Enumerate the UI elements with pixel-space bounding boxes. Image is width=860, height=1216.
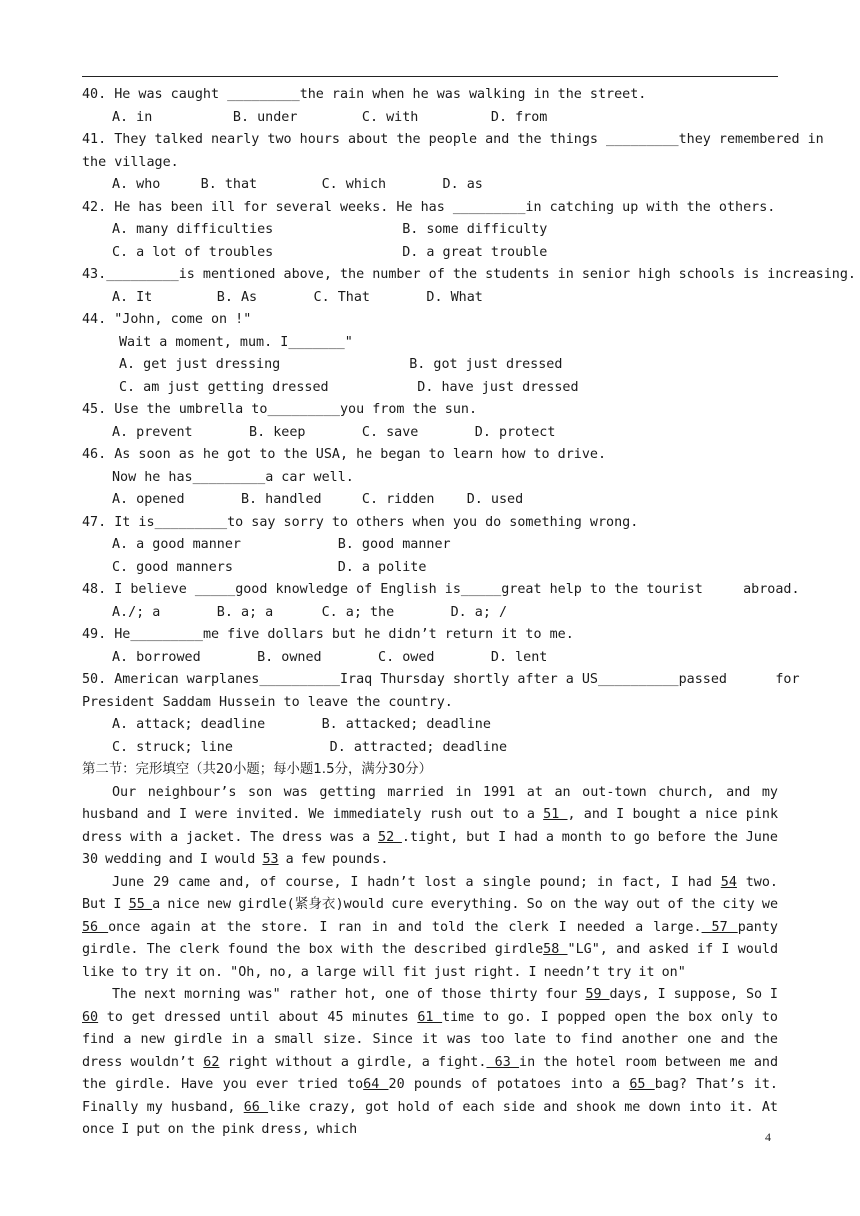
question-text: 43. (82, 267, 107, 282)
question-text: 45. Use the umbrella to (82, 402, 268, 417)
question-43 (82, 264, 856, 309)
options: A. opened B. handled C. ridden D. used (112, 492, 524, 507)
passage-text: in the hotel room between me and the girdle. Have you ever tried to (82, 1054, 779, 1092)
blank: _____ (194, 582, 236, 597)
question-40 (82, 84, 778, 129)
options: A. get just dressing B. got just dressed (119, 357, 563, 372)
blank: _________ (106, 267, 179, 282)
blank-53: 53 (262, 852, 279, 867)
passage-paragraph-2 (82, 872, 778, 985)
question-text: Now he has (112, 469, 193, 485)
passage-text: once again at the store. I ran in and told the clerk I needed a large. (108, 919, 702, 935)
question-45 (82, 399, 778, 444)
question-41 (82, 129, 824, 197)
passage-text: right without a girdle, a fight. (219, 1054, 487, 1070)
passage-paragraph-1 (82, 782, 778, 872)
question-text: to say sorry to others when you do something wrong. (227, 514, 639, 530)
options: A. attack; deadline B. attacked; deadline (112, 717, 491, 732)
blank-52: 52 (378, 829, 402, 845)
options: A./; a B. a; a C. a; the D. a; / (112, 604, 508, 620)
question-text: good knowledge of English is (235, 582, 461, 597)
passage-text: bag? That’s it. Finally my husband, (82, 1077, 778, 1115)
question-text: is mentioned above, the number of the students in senior high schools is increasing. (178, 267, 856, 282)
question-text: a car well. (265, 469, 354, 485)
blank-55: 55 (128, 897, 153, 912)
question-text: 41. They talked nearly two hours about the people and the things (82, 132, 607, 147)
passage-text: , and I bought a nice pink dress with a jacket. The dress was a (82, 807, 779, 845)
options: A. It B. As C. That D. What (112, 289, 483, 305)
document-page (82, 84, 856, 1142)
blank: _________ (452, 199, 526, 215)
blank: _________ (267, 402, 340, 417)
blank-56: 56 (82, 919, 109, 935)
question-text: " (344, 334, 353, 350)
blank-58: 58 (543, 942, 568, 957)
blank: _________ (130, 627, 203, 642)
question-text: 50. American warplanes (82, 672, 260, 687)
blank-64: 64 (363, 1077, 389, 1092)
blank-65: 65 (629, 1077, 655, 1092)
options: C. a lot of troubles D. a great trouble (112, 244, 548, 260)
page-number: 4 (765, 1130, 771, 1144)
blank: __________ (597, 672, 679, 687)
passage-paragraph-3 (82, 984, 778, 1142)
options: C. am just getting dressed D. have just dressed (119, 379, 579, 395)
blank-51: 51 (543, 807, 568, 822)
passage-text: 20 pounds of potatoes into a (388, 1077, 630, 1092)
options: A. many difficulties B. some difficulty (112, 222, 548, 237)
blank-59: 59 (585, 987, 610, 1002)
question-text: passed for (678, 672, 800, 687)
question-text: President Saddam Hussein to leave the country. (82, 694, 453, 710)
question-text: they remembered in (678, 132, 824, 147)
question-46 (82, 444, 778, 512)
question-text: 46. As soon as he got to the USA, he began to learn how to drive. (82, 447, 607, 462)
options: C. struck; line D. attracted; deadline (112, 739, 508, 755)
options: A. a good manner B. good manner (112, 537, 451, 552)
question-text: 44. "John, come on !" (82, 312, 252, 327)
question-text: great help to the tourist abroad. (501, 582, 800, 597)
question-text: me five dollars but he didn’t return it to me. (202, 627, 574, 642)
blank: _______ (288, 334, 345, 350)
question-text: 40. He was caught (82, 87, 228, 102)
question-text: 42. He has been ill for several weeks. He has (82, 199, 453, 215)
blank: _________ (192, 469, 266, 485)
passage-text: June 29 came and, of course, I hadn’t lost a single pound; in fact, I had (112, 874, 721, 890)
blank-63: 63 (486, 1054, 520, 1070)
options: C. good manners D. a polite (112, 559, 427, 575)
blank-62: 62 (203, 1054, 220, 1070)
blank: _________ (227, 87, 300, 102)
question-text: the rain when he was walking in the street. (299, 87, 647, 102)
passage-text: The next morning was" rather hot, one of those thirty four (112, 987, 586, 1002)
section-heading: 第二节：完形填空（共20小题；每小题1.5分，满分30分） (82, 762, 432, 777)
question-44 (82, 309, 778, 399)
passage-text: to get dressed until about 45 minutes (98, 1009, 418, 1025)
question-48 (82, 579, 800, 624)
blank-54: 54 (720, 874, 737, 890)
blank-60: 60 (82, 1009, 99, 1025)
question-47 (82, 512, 778, 580)
options: A. who B. that C. which D. as (112, 177, 483, 192)
question-text: the village. (82, 154, 179, 170)
blank-66: 66 (243, 1099, 269, 1115)
passage-text: time to go. I popped open the box only to find a new girdle in a small size. Since it was too late to find another one and the dress wouldn’t (82, 1009, 778, 1070)
passage-text: panty girdle. The clerk found the box with the described girdle (82, 919, 778, 957)
passage-text: .tight, but I had a month to go before the June 30 wedding and I would (82, 829, 778, 867)
question-text: Iraq Thursday shortly after a US (340, 672, 598, 687)
passage-text: a few pounds. (278, 852, 389, 867)
question-text: 49. He (82, 627, 131, 642)
question-42 (82, 197, 778, 265)
passage-text: days, I suppose, So I (609, 987, 778, 1002)
question-text: 47. It is (82, 514, 155, 530)
question-text: 48. I believe (82, 582, 195, 597)
passage-text: like crazy, got hold of each side and shook me down into it. At once I put on the pink dress, which (82, 1099, 778, 1137)
options: A. in B. under C. with D. from (112, 109, 548, 125)
blank-61: 61 (417, 1009, 443, 1025)
options: A. prevent B. keep C. save D. protect (112, 424, 556, 440)
passage-text: Our neighbour’s son was getting married in 1991 at an out-town church, and my husband and I were invited. We immediately rush out to a (82, 784, 778, 822)
passage-text: a nice new girdle(紧身衣)would cure everything. So on the way out of the city we (152, 897, 779, 912)
blank-57: 57 (701, 919, 738, 935)
passage-text: two. But I (82, 874, 778, 912)
question-50 (82, 669, 800, 759)
options: A. borrowed B. owned C. owed D. lent (112, 649, 548, 665)
blank: _________ (154, 514, 228, 530)
question-49 (82, 624, 778, 669)
blank: __________ (259, 672, 340, 687)
question-text: in catching up with the others. (525, 199, 776, 215)
blank: _________ (606, 132, 679, 147)
passage-text: "LG", and asked if I would like to try it on. "Oh, no, a large will fit just right. I needn’t try it on" (82, 942, 779, 980)
blank: _____ (460, 582, 502, 597)
question-text: you from the sun. (340, 402, 478, 417)
question-text: Wait a moment, mum. I (119, 334, 289, 350)
top-rule (82, 76, 778, 77)
